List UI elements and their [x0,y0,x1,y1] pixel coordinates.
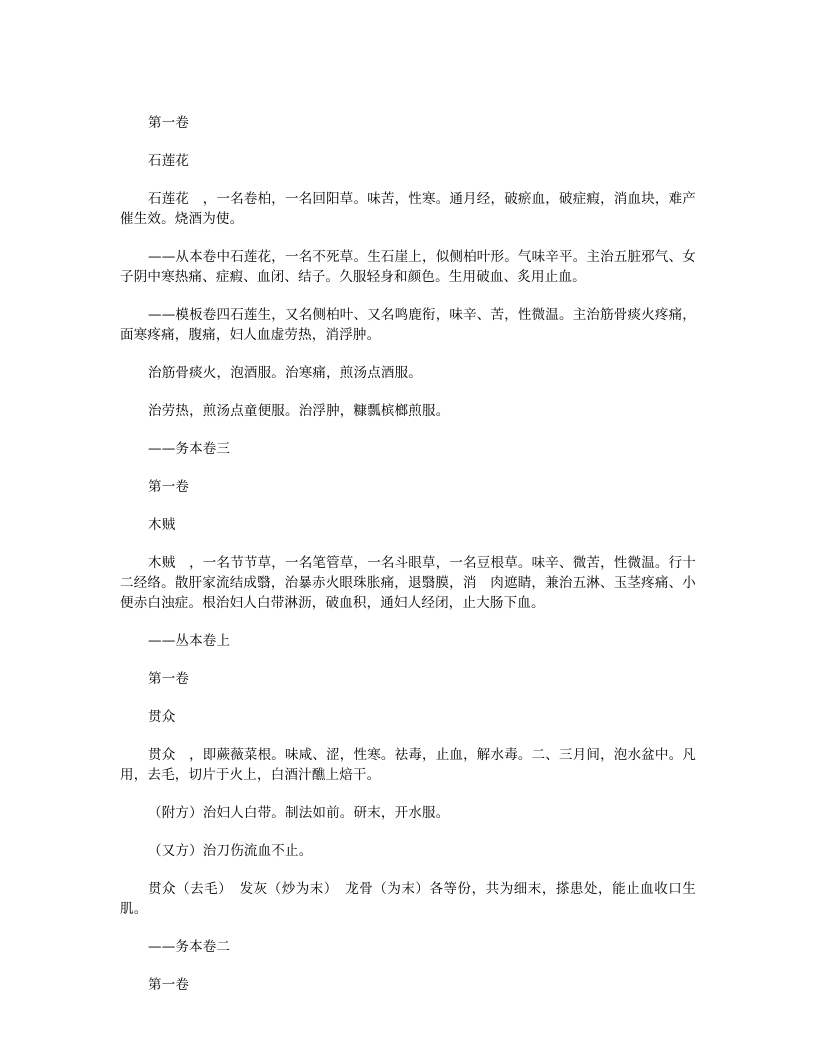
source-note: ——丛本卷上 [148,633,231,649]
entry-text: 贯众 ，即蕨薇菜根。味咸、涩，性寒。祛毒，止血，解水毒。二、三月间，泡水盆中。凡用，去毛，切片于火上，白酒汁醮上焙干。 [120,747,696,783]
volume-heading: 第一卷 [148,479,190,495]
volume-heading: 第一卷 [148,115,190,131]
entry-title: 木贼 [148,517,176,533]
remedy-text: （又方）治刀伤流血不止。 [148,843,313,859]
source-note: ——务本卷三 [148,441,231,457]
remedy-text: 贯众（去毛） 发灰（炒为末） 龙骨（为末）各等份，共为细末，搽患处，能止血收口生肌。 [120,881,696,917]
document-body [120,113,696,1013]
entry-title: 石莲花 [148,153,190,169]
volume-heading: 第一卷 [148,671,190,687]
volume-heading: 第一卷 [148,977,190,993]
entry-text: 石莲花 ，一名卷柏，一名回阳草。味苦，性寒。通月经，破瘀血，破症瘕，消血块，难产催生效。烧酒为使。 [120,191,696,227]
remedy-text: 治筋骨痰火，泡酒服。治寒痛，煎汤点酒服。 [148,365,422,381]
citation-text: ——从本卷中石莲花，一名不死草。生石崖上，似侧柏叶形。气味辛平。主治五脏邪气、女子阴中寒热痛、症瘕、血闭、结子。久服轻身和颜色。生用破血、炙用止血。 [120,249,696,285]
source-note: ——务本卷二 [148,939,231,955]
entry-title: 贯众 [148,709,176,725]
citation-text: ——模板卷四石莲生，又名侧柏叶、又名鸣鹿衔，味辛、苦，性微温。主治筋骨痰火疼痛，面寒疼痛，腹痛，妇人血虚劳热，消浮肿。 [120,307,696,343]
entry-text: 木贼 ，一名节节草，一名笔管草，一名斗眼草，一名豆根草。味辛、微苦，性微温。行十二经络。散肝家流结成翳，治暴赤火眼珠胀痛，退翳膜，消 肉遮睛，兼治五淋、玉茎疼痛、小便赤白浊症。根治妇人白带淋沥，破血积，通妇人经闭，止大肠下血。 [120,555,696,611]
remedy-text: 治劳热，煎汤点童便服。治浮肿，糠瓢槟榔煎服。 [148,403,450,419]
remedy-text: （附方）治妇人白带。制法如前。研末，开水服。 [148,805,450,821]
